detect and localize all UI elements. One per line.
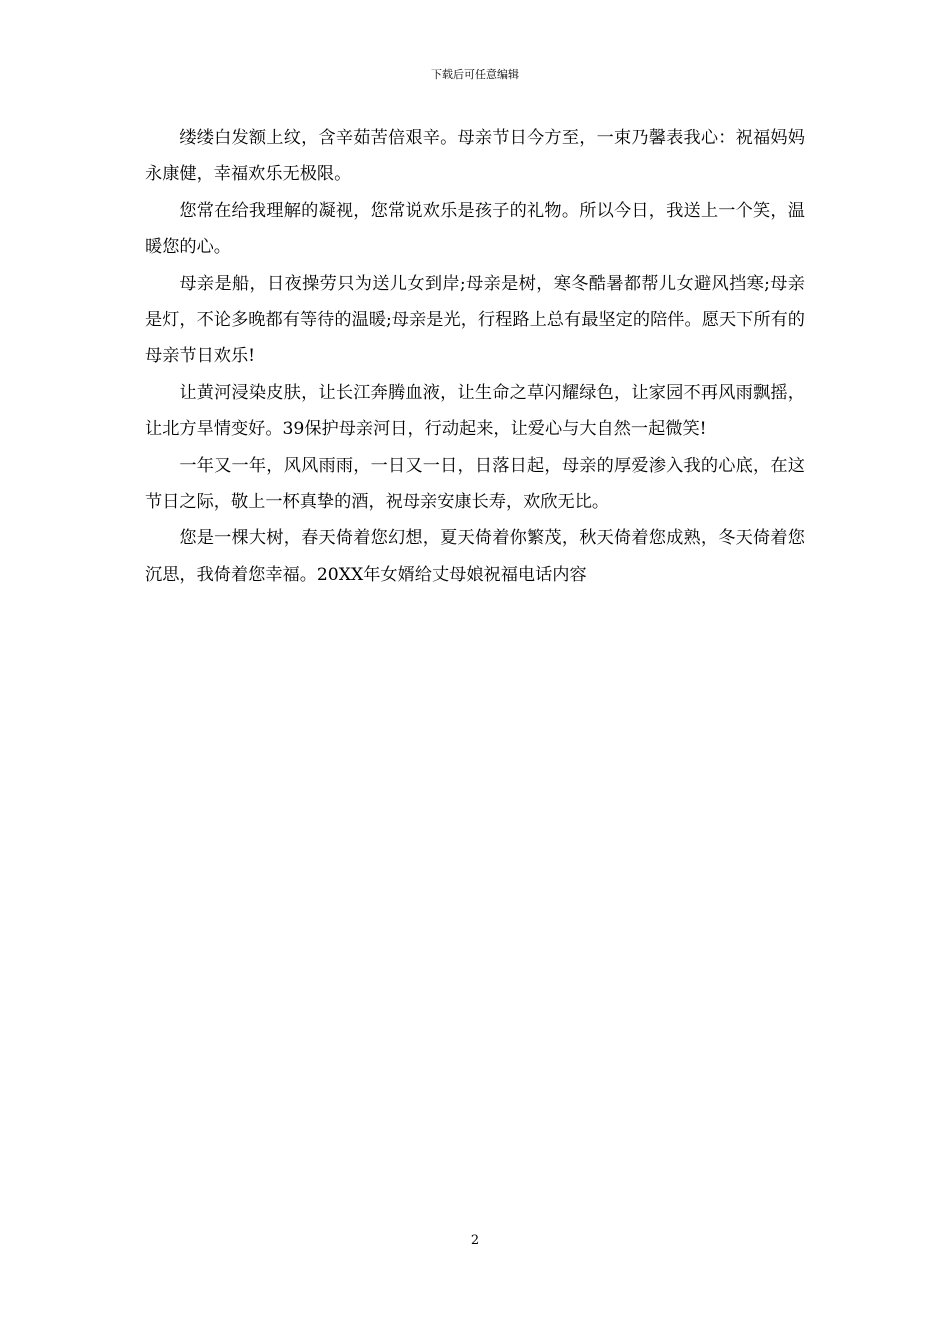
page-header: 下载后可任意编辑 xyxy=(431,68,519,81)
paragraph-2: 您常在给我理解的凝视，您常说欢乐是孩子的礼物。所以今日，我送上一个笑，温暖您的心。 xyxy=(145,200,805,258)
paragraph-6: 您是一棵大树，春天倚着您幻想，夏天倚着你繁茂，秋天倚着您成熟，冬天倚着您沉思，我倚着您幸福。20XX年女婿给丈母娘祝福电话内容 xyxy=(145,528,805,585)
paragraph-5: 一年又一年，风风雨雨，一日又一日，日落日起，母亲的厚爱渗入我的心底，在这节日之际，敬上一杯真挚的酒，祝母亲安康长寿，欢欣无比。 xyxy=(145,455,805,513)
paragraph-3: 母亲是船，日夜操劳只为送儿女到岸;母亲是树，寒冬酷暑都帮儿女避风挡寒;母亲是灯，不论多晚都有等待的温暖;母亲是光，行程路上总有最坚定的陪伴。愿天下所有的母亲节日欢乐! xyxy=(145,273,805,367)
paragraph-1: 缕缕白发额上纹，含辛茹苦倍艰辛。母亲节日今方至，一束乃馨表我心：祝福妈妈永康健，幸福欢乐无极限。 xyxy=(145,128,805,185)
page-number: 2 xyxy=(470,1233,480,1248)
paragraph-4: 让黄河浸染皮肤，让长江奔腾血液，让生命之草闪耀绿色，让家园不再风雨飘摇，让北方旱情变好。39保护母亲河日，行动起来，让爱心与大自然一起微笑! xyxy=(145,382,805,440)
document-body xyxy=(145,120,805,593)
